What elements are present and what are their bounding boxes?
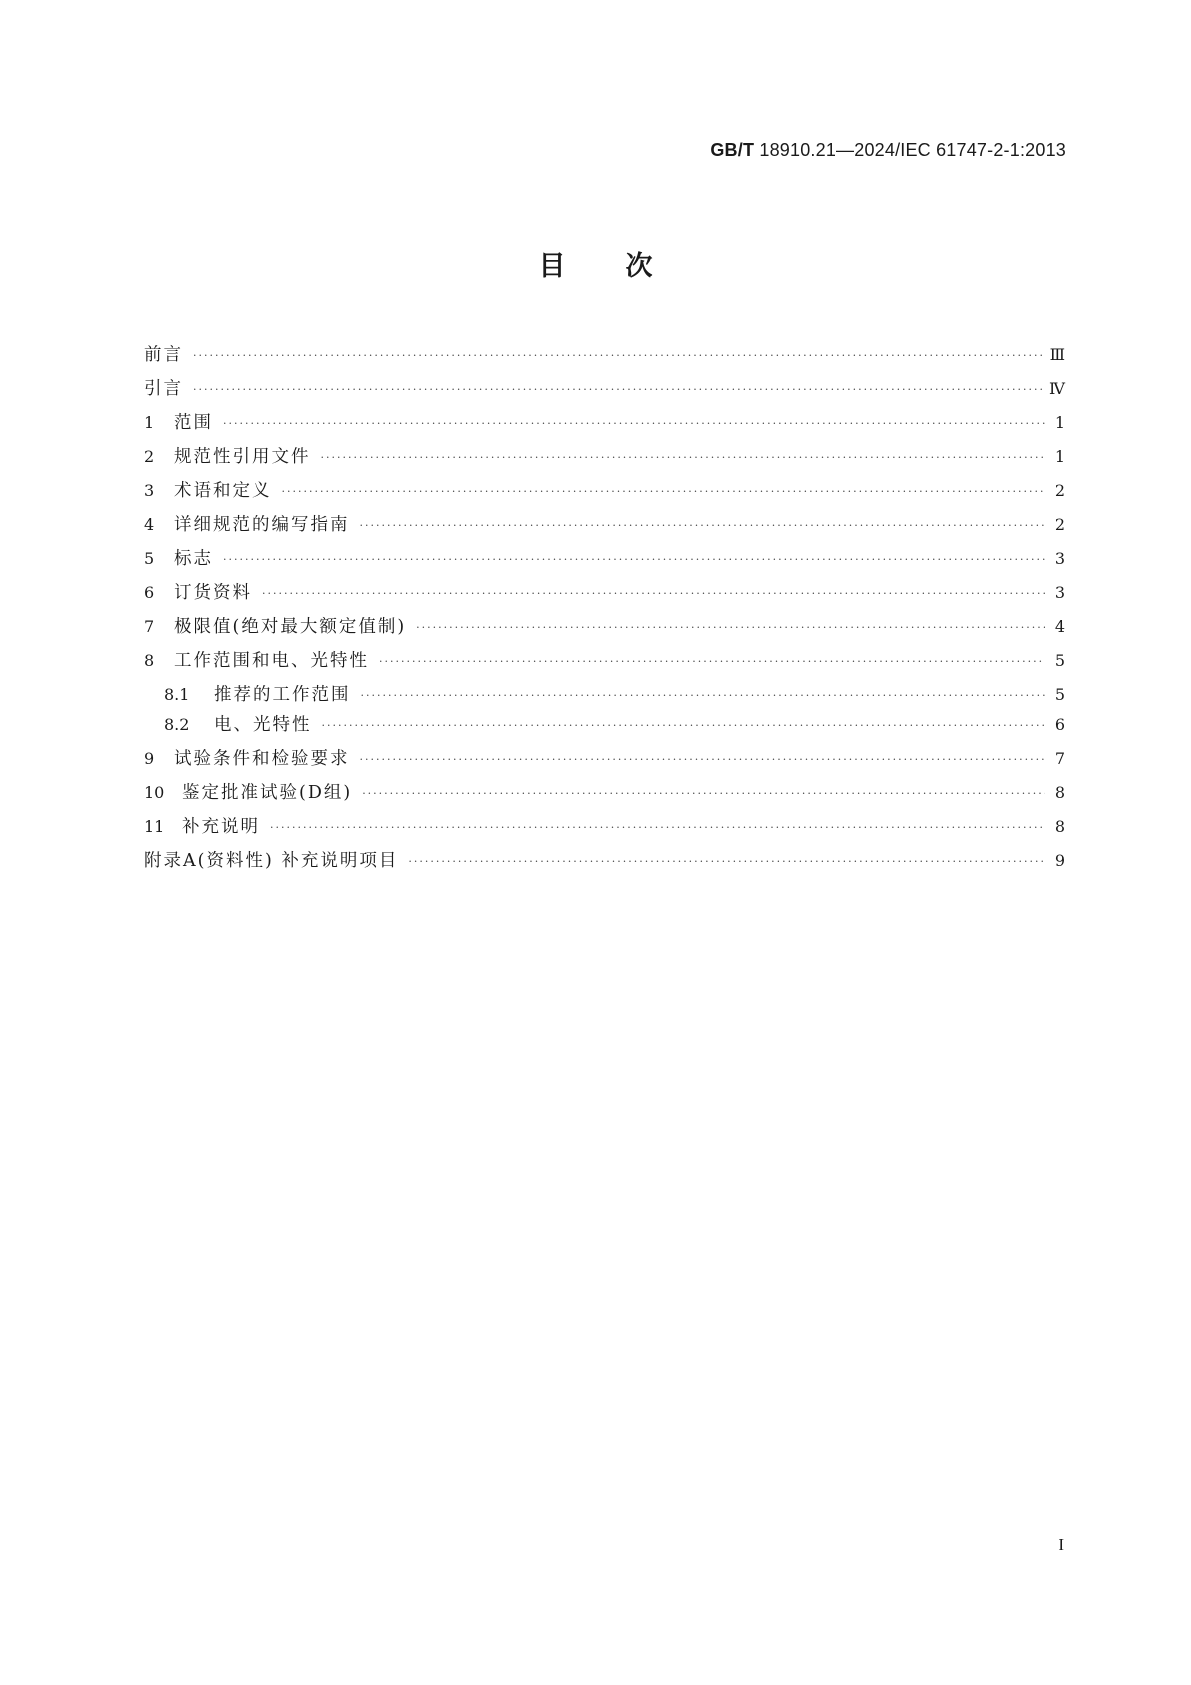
toc-entry-label: 前言 — [144, 345, 183, 365]
toc-entry-introduction[interactable] — [144, 374, 1065, 404]
toc-entry-page: 6 — [1054, 715, 1065, 734]
toc-entry-number: 8 — [144, 651, 155, 670]
toc-leader-dots — [408, 846, 1045, 876]
toc-entry-number: 3 — [144, 481, 155, 500]
toc-entry-8-2[interactable] — [164, 710, 1065, 740]
toc-entry-label: 极限值(绝对最大额定值制) — [174, 617, 407, 637]
toc-entry-label: 试验条件和检验要求 — [174, 749, 350, 769]
toc-entry-page: 1 — [1054, 413, 1065, 432]
footer-page-number: I — [1058, 1535, 1064, 1554]
toc-entry-1[interactable] — [144, 408, 1065, 438]
toc-entry-number: 11 — [144, 817, 165, 836]
toc-entry-number: 9 — [144, 749, 155, 768]
toc-entry-8[interactable] — [144, 646, 1065, 676]
toc-entry-label: 标志 — [174, 549, 213, 569]
toc-entry-label: 规范性引用文件 — [174, 447, 311, 467]
toc-entry-3[interactable] — [144, 476, 1065, 506]
toc-entry-number: 10 — [144, 783, 165, 802]
toc-entry-10[interactable] — [144, 778, 1065, 808]
toc-entry-number: 7 — [144, 617, 155, 636]
toc-entry-label: 订货资料 — [174, 583, 252, 603]
toc-entry-8-1[interactable] — [164, 680, 1065, 710]
toc-leader-dots — [362, 778, 1045, 808]
toc-entry-page: 2 — [1054, 481, 1065, 500]
toc-entry-page: 1 — [1054, 447, 1065, 466]
toc-leader-dots — [361, 680, 1046, 710]
toc-leader-dots — [322, 710, 1046, 740]
toc-entry-9[interactable] — [144, 744, 1065, 774]
toc-entry-6[interactable] — [144, 578, 1065, 608]
toc-entry-label: 引言 — [144, 379, 183, 399]
toc-leader-dots — [193, 374, 1043, 404]
toc-entry-page: 5 — [1054, 651, 1065, 670]
toc-entry-label: 补充说明 — [182, 817, 260, 837]
toc-entry-foreword[interactable] — [144, 340, 1065, 370]
toc-entry-page: Ⅳ — [1049, 379, 1065, 398]
toc-entry-label: 详细规范的编写指南 — [174, 515, 350, 535]
toc-entry-2[interactable] — [144, 442, 1065, 472]
toc-entry-4[interactable] — [144, 510, 1065, 540]
toc-leader-dots — [193, 340, 1044, 370]
toc-leader-dots — [282, 476, 1046, 506]
toc-entry-number: 6 — [144, 583, 155, 602]
toc-entry-number: 8.2 — [164, 715, 190, 734]
toc-entry-page: 4 — [1054, 617, 1065, 636]
toc-entry-label: 术语和定义 — [174, 481, 272, 501]
toc-entry-11[interactable] — [144, 812, 1065, 842]
toc-leader-dots — [223, 408, 1045, 438]
toc-leader-dots — [360, 510, 1046, 540]
page-title: 目次 — [538, 251, 713, 282]
toc-entry-annex-a[interactable] — [144, 846, 1065, 876]
standard-prefix: GB/T — [710, 140, 755, 160]
toc-leader-dots — [262, 578, 1045, 608]
toc-entry-page: 3 — [1054, 583, 1065, 602]
toc-entry-page: 3 — [1054, 549, 1065, 568]
toc-leader-dots — [270, 812, 1045, 842]
toc-entry-page: 9 — [1054, 851, 1065, 870]
standard-code — [710, 140, 1066, 161]
toc-entry-label: 鉴定批准试验(D组) — [182, 783, 353, 803]
toc-entry-label: 范围 — [174, 413, 213, 433]
toc-entry-label: 电、光特性 — [214, 715, 312, 735]
toc-entry-5[interactable] — [144, 544, 1065, 574]
toc-entry-number: 1 — [144, 413, 155, 432]
toc-entry-number: 8.1 — [164, 685, 190, 704]
toc-entry-number: 4 — [144, 515, 155, 534]
toc-entry-number: 2 — [144, 447, 155, 466]
toc-entry-label: 工作范围和电、光特性 — [174, 651, 369, 671]
toc-entry-page: 2 — [1054, 515, 1065, 534]
standard-number: 18910.21—2024/IEC 61747-2-1:2013 — [759, 140, 1066, 160]
toc-leader-dots — [223, 544, 1045, 574]
toc-entry-page: 8 — [1054, 817, 1065, 836]
toc-entry-7[interactable] — [144, 612, 1065, 642]
toc-entry-label: 附录A(资料性) 补充说明项目 — [144, 851, 399, 871]
toc-entry-page: 8 — [1054, 783, 1065, 802]
toc-entry-page: 7 — [1054, 749, 1065, 768]
toc-leader-dots — [360, 744, 1046, 774]
toc-entry-page: 5 — [1054, 685, 1065, 704]
toc-leader-dots — [379, 646, 1045, 676]
toc-leader-dots — [321, 442, 1046, 472]
toc-entry-label: 推荐的工作范围 — [214, 685, 351, 705]
toc-entry-page: Ⅲ — [1049, 345, 1065, 364]
toc-leader-dots — [416, 612, 1045, 642]
toc-entry-number: 5 — [144, 549, 155, 568]
